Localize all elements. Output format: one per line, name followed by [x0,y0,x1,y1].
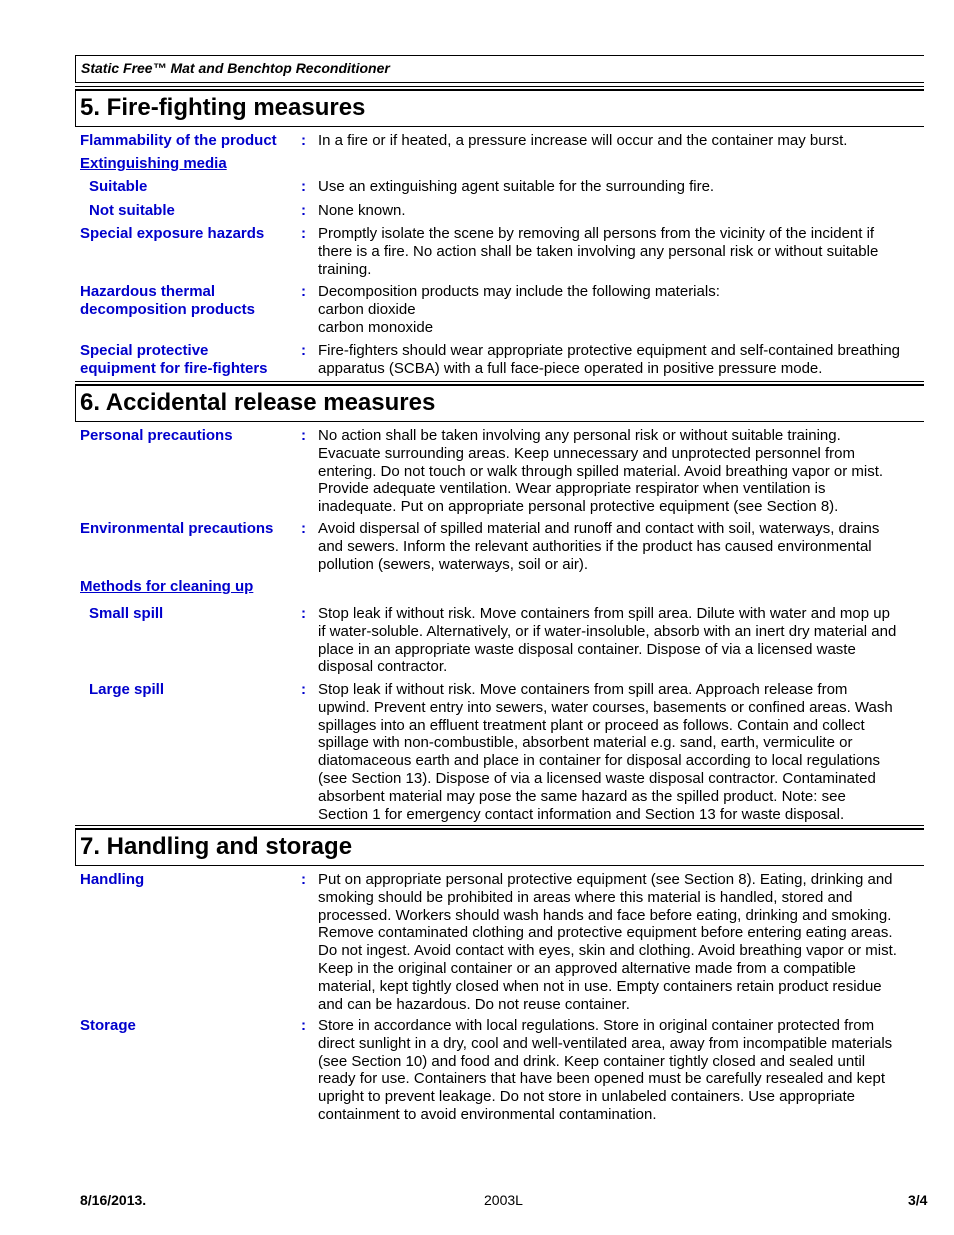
text-line: there is a fire. No action shall be taken involving any personal risk or without suitable [318,242,879,260]
text-line: Avoid dispersal of spilled material and runoff and contact with soil, waterways, drains [318,520,880,537]
methods-cleaning-label: Methods for cleaning up [80,578,254,595]
text-line: and sewers. Inform the relevant authorities if the product has caused environmental [318,537,872,555]
suitable-label: Suitable [89,178,148,195]
text-line: Do not ingest. Avoid contact with eyes, skin and clothing. Avoid breathing vapor or mist. [318,942,897,960]
label-line: equipment for fire-fighters [80,360,268,377]
text-line: diatomaceous earth and place in container for disposal according to local regulations [318,752,881,770]
section-7-title: 7. Handling and storage [75,828,924,866]
colon: : [301,427,306,444]
text-line: Remove contaminated clothing and protective equipment before entering eating areas. [318,924,893,942]
text-line: entering. Do not touch or walk through spilled material. Avoid breathing vapor or mist. [318,462,884,480]
text-line: Stop leak if without risk. Move containers from spill area. Dilute with water and mop up [318,605,890,622]
section-5-title: 5. Fire-fighting measures [75,89,924,127]
text-line: upright to prevent leakage. Do not store in unlabeled containers. Use appropriate [318,1088,856,1106]
text-line: containment to avoid environmental contamination. [318,1105,657,1123]
text-line: training. [318,260,372,278]
large-spill-label: Large spill [89,681,165,698]
footer-date: 8/16/2013. [80,1192,147,1208]
text-line: smoking should be prohibited in areas where this material is handled, stored and [318,888,853,906]
colon: : [301,871,306,888]
text-line: upwind. Prevent entry into sewers, water courses, basements or confined areas. Wash [318,698,893,716]
text-line: Evacuate surrounding areas. Keep unnecessary and unprotected personnel from [318,444,856,462]
text-line: apparatus (SCBA) with a full face-piece operated in positive pressure mode. [318,359,823,377]
text-line: carbon dioxide [318,300,416,318]
text-line: ready for use. Containers that have been opened must be carefully resealed and kept [318,1070,886,1088]
label-line: Hazardous thermal [80,283,216,300]
hazardous-thermal-label [80,283,295,319]
text-line: carbon monoxide [318,318,434,336]
personal-precautions-label: Personal precautions [80,427,233,444]
flammability-value: In a fire or if heated, a pressure increase will occur and the container may burst. [318,132,848,149]
handling-value [318,871,928,1013]
colon: : [301,605,306,622]
colon: : [301,520,306,537]
text-line: disposal contractor. [318,658,448,676]
hazardous-thermal-value [318,283,928,336]
special-exposure-value [318,225,928,278]
text-line: spillages into an effluent treatment plant or proceed as follows. Contain and collect [318,716,865,734]
text-line: (see Section 13). Dispose of via a licensed waste disposal contractor. Contaminated [318,769,876,787]
text-line: (see Section 10) and food and drink. Keep container tightly closed and sealed until [318,1052,866,1070]
text-line: Decomposition products may include the following materials: [318,283,720,300]
text-line: pollution (sewers, waterways, soil or air). [318,555,589,573]
personal-precautions-value [318,427,928,516]
special-protective-label [80,342,295,378]
text-line: Provide adequate ventilation. Wear appropriate respirator when ventilation is [318,480,826,498]
text-line: spillage with non-combustible, absorbent material e.g. sand, earth, vermiculite or [318,734,853,752]
footer-page-number: 3/4 [908,1192,928,1208]
colon: : [301,681,306,698]
text-line: inadequate. Put on appropriate personal protective equipment (see Section 8). [318,498,839,516]
not-suitable-value: None known. [318,202,406,219]
extinguishing-media-label: Extinguishing media [80,155,227,172]
section-6-title: 6. Accidental release measures [75,384,924,422]
label-line: decomposition products [80,301,256,318]
document-header: Static Free™ Mat and Benchtop Reconditioner [75,55,924,83]
text-line: Keep in the original container or an approved alternative made from a compatible [318,959,856,977]
storage-label: Storage [80,1017,136,1034]
small-spill-value [318,605,928,676]
suitable-value: Use an extinguishing agent suitable for the surrounding fire. [318,178,715,195]
colon: : [301,225,306,242]
text-line: processed. Workers should wash hands and face before eating, drinking and smoking. [318,906,892,924]
colon: : [301,132,306,149]
large-spill-value [318,681,928,823]
small-spill-label: Small spill [89,605,164,622]
footer-product-code: 2003L [484,1192,523,1208]
colon: : [301,283,306,300]
text-line: Promptly isolate the scene by removing all persons from the vicinity of the incident if [318,225,875,242]
text-line: and can be hazardous. Do not reuse container. [318,995,630,1013]
text-line: material, kept tightly closed when not in use. Empty containers retain product residue [318,977,882,995]
text-line: direct sunlight in a dry, cool and well-ventilated area, away from incompatible materials [318,1034,893,1052]
special-exposure-label: Special exposure hazards [80,225,265,242]
special-protective-value [318,342,928,378]
text-line: No action shall be taken involving any personal risk or without suitable training. [318,427,841,444]
colon: : [301,178,306,195]
text-line: absorbent material may pose the same hazard as the spilled product. Note: see [318,787,846,805]
text-line: if water-soluble. Alternatively, or if water-insoluble, absorb with an inert dry material and [318,622,897,640]
environmental-precautions-label: Environmental precautions [80,520,274,537]
storage-value [318,1017,928,1124]
text-line: Fire-fighters should wear appropriate protective equipment and self-contained breathing [318,342,901,359]
flammability-label: Flammability of the product [80,132,277,149]
text-line: Store in accordance with local regulations. Store in original container protected from [318,1017,875,1034]
text-line: Section 1 for emergency contact information and Section 13 for waste disposal. [318,805,845,823]
colon: : [301,202,306,219]
handling-label: Handling [80,871,145,888]
text-line: place in an appropriate waste disposal container. Dispose of via a licensed waste [318,640,856,658]
not-suitable-label: Not suitable [89,202,175,219]
text-line: Put on appropriate personal protective equipment (see Section 8). Eating, drinking and [318,871,893,888]
environmental-precautions-value [318,520,928,573]
colon: : [301,342,306,359]
label-line: Special protective [80,342,209,359]
colon: : [301,1017,306,1034]
text-line: Stop leak if without risk. Move containers from spill area. Approach release from [318,681,848,698]
